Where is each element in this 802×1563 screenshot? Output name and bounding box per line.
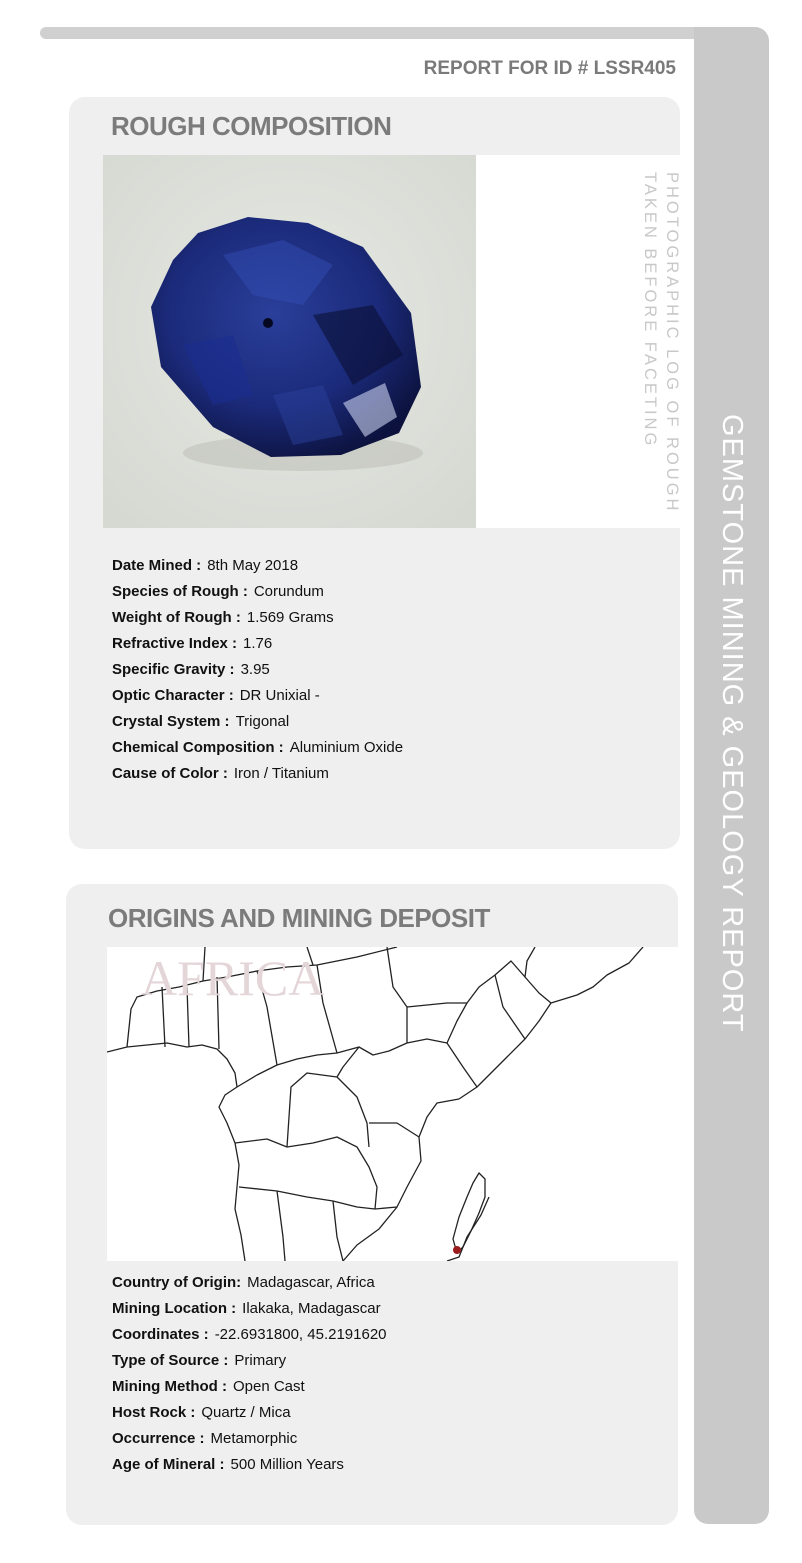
- photo-caption-line1: PHOTOGRAPHIC LOG OF ROUGH: [663, 172, 681, 514]
- field-species: Species of Rough : Corundum: [112, 583, 324, 600]
- field-coordinates: Coordinates : -22.6931800, 45.2191620: [112, 1326, 387, 1343]
- field-type-of-source: Type of Source : Primary: [112, 1352, 287, 1369]
- photo-caption-line2: TAKEN BEFORE FACETING: [641, 172, 659, 449]
- field-chemical-composition: Chemical Composition : Aluminium Oxide: [112, 739, 404, 756]
- field-date-mined: Date Mined : 8th May 2018: [112, 557, 299, 574]
- origins-fields: [112, 1270, 387, 1478]
- field-specific-gravity: Specific Gravity : 3.95: [112, 661, 270, 678]
- origins-title: ORIGINS AND MINING DEPOSIT: [108, 903, 490, 933]
- field-occurrence: Occurrence : Metamorphic: [112, 1430, 298, 1447]
- field-host-rock: Host Rock : Quartz / Mica: [112, 1404, 291, 1421]
- top-rule: [40, 27, 740, 39]
- rough-photo: [103, 155, 476, 528]
- field-mining-method: Mining Method : Open Cast: [112, 1378, 305, 1395]
- rough-fields: [112, 553, 403, 787]
- deposit-marker-icon: [453, 1246, 461, 1254]
- field-country-of-origin: Country of Origin: Madagascar, Africa: [112, 1274, 375, 1291]
- photo-caption: [633, 172, 681, 512]
- field-age-of-mineral: Age of Mineral : 500 Million Years: [112, 1456, 344, 1473]
- field-crystal-system: Crystal System : Trigonal: [112, 713, 290, 730]
- field-cause-of-color: Cause of Color : Iron / Titanium: [112, 765, 329, 782]
- field-mining-location: Mining Location : Ilakaka, Madagascar: [112, 1300, 381, 1317]
- field-optic-character: Optic Character : DR Unixial -: [112, 687, 320, 704]
- map-title: AFRICA: [141, 950, 325, 1006]
- rough-composition-title: ROUGH COMPOSITION: [111, 111, 392, 141]
- report-id: REPORT FOR ID # LSSR405: [423, 58, 676, 79]
- field-refractive-index: Refractive Index : 1.76: [112, 635, 273, 652]
- africa-map: [107, 947, 678, 1261]
- sidebar-title: GEMSTONE MINING & GEOLOGY REPORT: [716, 414, 748, 1033]
- field-weight: Weight of Rough : 1.569 Grams: [112, 609, 334, 626]
